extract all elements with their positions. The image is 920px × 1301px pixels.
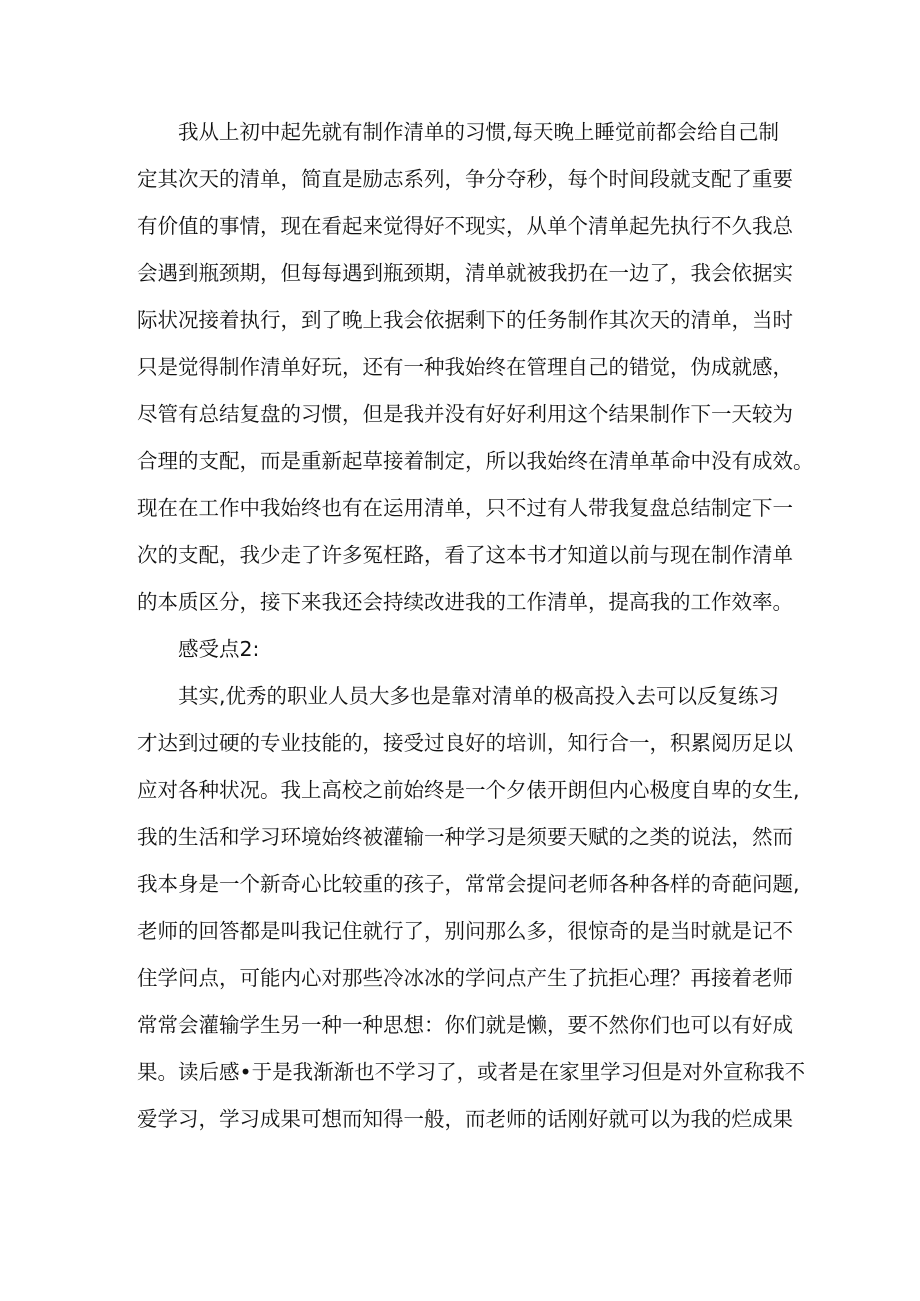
- paragraph-line: 现在在工作中我始终也有在运用清单，只不过有人带我复盘总结制定下一: [137, 496, 793, 520]
- paragraph-line: 合理的支配，而是重新起草接着制定，所以我始终在清单革命中没有成效。: [137, 449, 814, 473]
- paragraph-line: 我的生活和学习环境始终被灌输一种学习是须要天赋的之类的说法，然而: [137, 825, 793, 849]
- paragraph-line: 际状况接着执行，到了晚上我会依据剩下的任务制作其次天的清单，当时: [137, 308, 793, 332]
- paragraph-line: 果。读后感•于是我渐渐也不学习了，或者是在家里学习但是对外宣称我不: [137, 1060, 806, 1084]
- paragraph-line: 常常会灌输学生另一种一种思想：你们就是懒，要不然你们也可以有好成: [137, 1013, 793, 1037]
- paragraph-line: 有价值的事情，现在看起来觉得好不现实，从单个清单起先执行不久我总: [137, 214, 793, 238]
- paragraph-line: 次的支配，我少走了许多冤枉路，看了这本书才知道以前与现在制作清单: [137, 543, 793, 567]
- paragraph-line: 爱学习，学习成果可想而知得一般，而老师的话刚好就可以为我的烂成果: [137, 1107, 793, 1131]
- paragraph-line: 老师的回答都是叫我记住就行了，别问那么多，很惊奇的是当时就是记不: [137, 919, 793, 943]
- paragraph-line: 定其次天的清单，简直是励志系列，争分夺秒，每个时间段就支配了重要: [137, 167, 793, 191]
- paragraph-line: 应对各种状况。我上高校之前始终是一个夕俵开朗但内心极度自卑的女生,: [137, 778, 800, 802]
- paragraph-line: 住学问点，可能内心对那些冷冰冰的学问点产生了抗拒心理？再接着老师: [137, 966, 793, 990]
- paragraph-line: 我本身是一个新奇心比较重的孩子，常常会提问老师各种各样的奇葩问题,: [137, 872, 800, 896]
- paragraph-line: 会遇到瓶颈期，但每每遇到瓶颈期，清单就被我扔在一边了，我会依据实: [137, 261, 793, 285]
- section-heading: 感受点2:: [178, 637, 260, 661]
- paragraph-line: 的本质区分，接下来我还会持续改进我的工作清单，提高我的工作效率。: [137, 590, 793, 614]
- paragraph-line: 其实,优秀的职业人员大多也是靠对清单的极高投入去可以反复练习: [178, 684, 780, 708]
- paragraph-line: 尽管有总结复盘的习惯，但是我并没有好好利用这个结果制作下一天较为: [137, 402, 793, 426]
- paragraph-line: 只是觉得制作清单好玩，还有一种我始终在管理自己的错觉，伪成就感，: [137, 355, 793, 379]
- paragraph-line: 才达到过硬的专业技能的，接受过良好的培训，知行合一，积累阅历足以: [137, 731, 793, 755]
- paragraph-line: 我从上初中起先就有制作清单的习惯,每天晚上睡觉前都会给自己制: [178, 120, 780, 144]
